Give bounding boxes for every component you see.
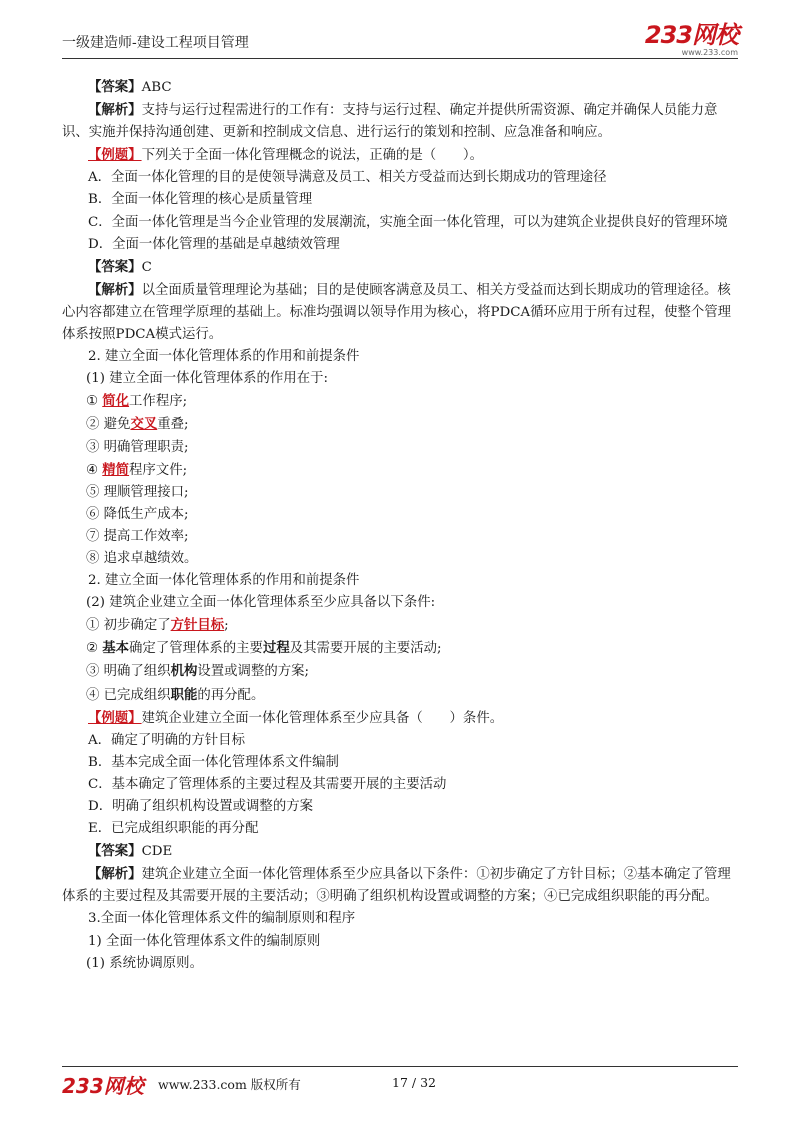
page-footer [62, 1070, 738, 1096]
section-heading: 2. 建立全面一体化管理体系的作用和前提条件 [88, 349, 360, 365]
answer-line: 【答案】C [88, 258, 152, 275]
footer-logo[interactable]: 233网校 [62, 1074, 144, 1098]
section-heading: 2. 建立全面一体化管理体系的作用和前提条件 [88, 573, 360, 589]
option-b: B．全面一体化管理的核心是质量管理 [88, 192, 313, 208]
page-header [62, 20, 738, 60]
page-content [62, 76, 738, 975]
option-a: A．确定了明确的方针目标 [88, 732, 245, 748]
answer-line: 【答案】ABC [88, 79, 172, 95]
footer-copyright[interactable]: www.233.com 版权所有 [158, 1077, 301, 1092]
option-a: A．全面一体化管理的目的是使领导满意及员工、相关方受益而达到长期成功的管理途径 [88, 170, 607, 186]
option-d: D．明确了组织机构设置或调整的方案 [88, 799, 313, 814]
analysis-paragraph: 【解析】建筑企业建立全面一体化管理体系至少应具备以下条件：①初步确定了方针目标；②基本确定了管理体系的主要过程及其需要开展的主要活动；③明确了组织机构设置或调整的方案；④已完成组织职能的再分配。 [62, 866, 731, 905]
subsection-heading: 1) 全面一体化管理体系文件的编制原则 [88, 933, 321, 949]
example-question: 【例题】下列关于全面一体化管理概念的说法，正确的是（ ）。 [88, 147, 484, 164]
footer-divider [62, 1066, 738, 1067]
header-title: 一级建造师-建设工程项目管理 [62, 35, 249, 51]
answer-line: 【答案】CDE [88, 843, 173, 860]
list-item: ⑧ 追求卓越绩效。 [86, 550, 198, 566]
list-item: ② 避免交叉重叠; [86, 416, 189, 433]
section-heading: 3.全面一体化管理体系文件的编制原则和程序 [88, 911, 356, 927]
example-question: 【例题】建筑企业建立全面一体化管理体系至少应具备（ ）条件。 [88, 709, 504, 726]
page-number: 17 / 32 [392, 1075, 436, 1090]
logo-subtext: www.233.com [681, 48, 738, 57]
analysis-paragraph: 【解析】支持与运行过程需进行的工作有：支持与运行过程、确定并提供所需资源、确定并确保人员能力意识、实施并保持沟通创建、更新和控制成文信息、进行运行的策划和控制、应急准备和响应。 [62, 102, 718, 141]
list-item: ① 初步确定了方针目标; [86, 617, 229, 634]
list-item: ③ 明确了组织机构设置或调整的方案; [86, 663, 310, 680]
subsection-heading: (1) 建立全面一体化管理体系的作用在于: [86, 371, 328, 387]
logo-text: 233网校 [644, 21, 738, 49]
list-item: ① 简化工作程序; [86, 393, 188, 410]
option-d: D．全面一体化管理的基础是卓越绩效管理 [88, 236, 340, 252]
option-b: B．基本完成全面一体化管理体系文件编制 [88, 754, 339, 770]
list-item: ④ 精简程序文件; [86, 461, 188, 478]
list-item: ⑥ 降低生产成本; [86, 506, 189, 522]
option-c: C．基本确定了管理体系的主要过程及其需要开展的主要活动 [88, 776, 447, 792]
list-item: ⑤ 理顺管理接口; [86, 484, 189, 500]
option-c: C．全面一体化管理是当今企业管理的发展潮流，实施全面一体化管理，可以为建筑企业提供良好的管理环境 [88, 214, 728, 230]
list-item: ④ 已完成组织职能的再分配。 [86, 686, 265, 703]
list-item: ③ 明确管理职责; [86, 439, 189, 455]
subsection-heading: (2) 建筑企业建立全面一体化管理体系至少应具备以下条件: [86, 595, 436, 611]
analysis-paragraph: 【解析】以全面质量管理理论为基础；目的是使顾客满意及员工、相关方受益而达到长期成功的管理途径。核心内容都建立在管理学原理的基础上。标准均强调以领导作用为核心，将PDCA循环应用于所有过程，使整个管理体系按照PDCA模式运行。 [62, 281, 732, 343]
site-logo[interactable] [645, 22, 738, 57]
list-item: ② 基本确定了管理体系的主要过程及其需要开展的主要活动; [86, 640, 442, 657]
list-item: ⑦ 提高工作效率; [86, 528, 189, 544]
list-item: (1) 系统协调原则。 [86, 955, 203, 971]
header-divider [62, 58, 738, 59]
option-e: E．已完成组织职能的再分配 [88, 821, 259, 837]
